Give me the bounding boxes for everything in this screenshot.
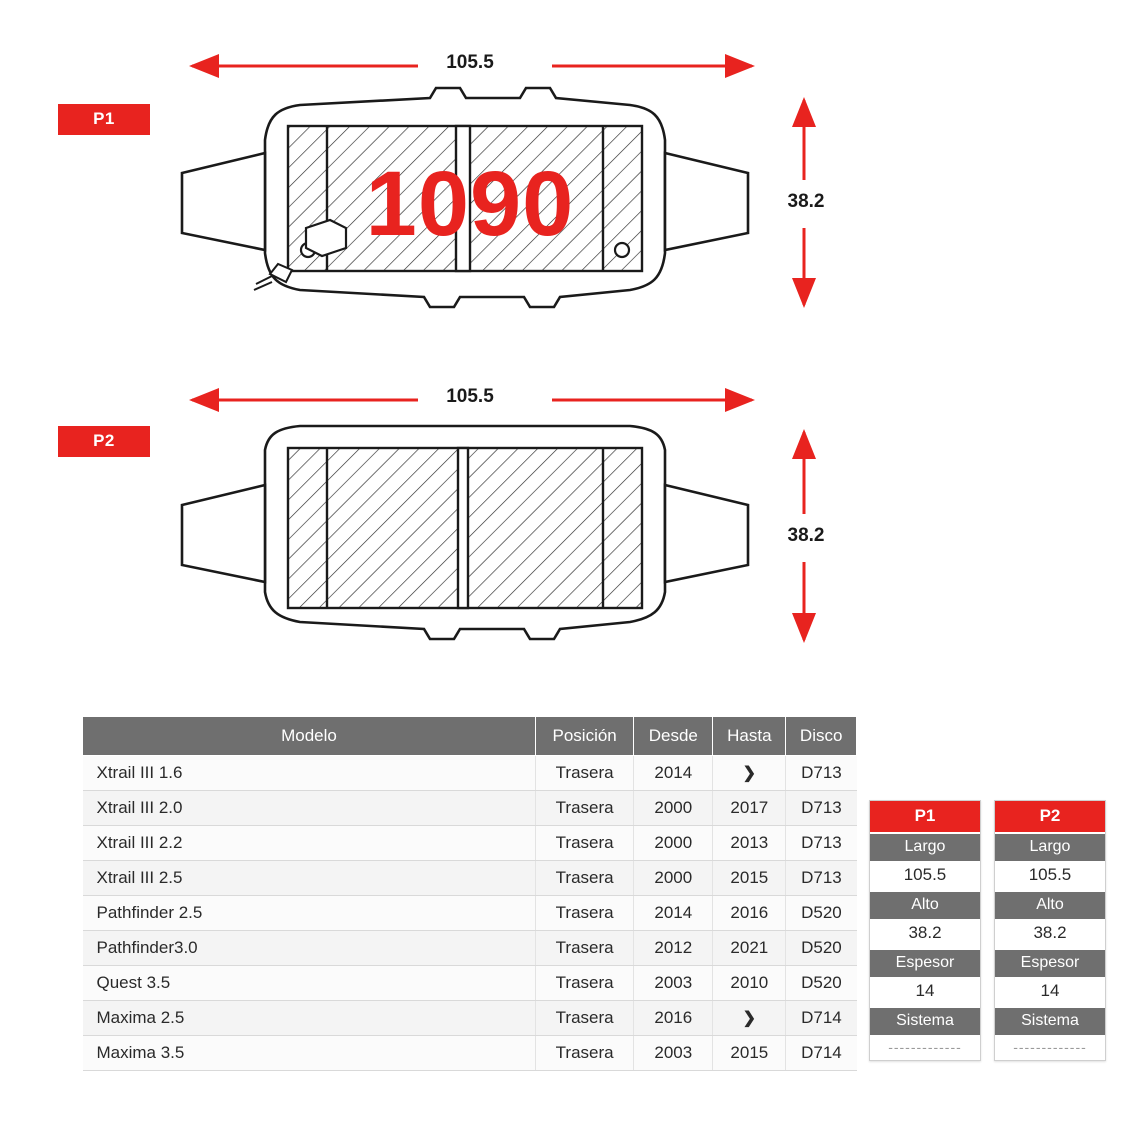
spec-key-alto: Alto bbox=[995, 890, 1105, 919]
cell-disco: D713 bbox=[786, 861, 857, 896]
cell-modelo: Quest 3.5 bbox=[83, 966, 536, 1001]
cell-desde: 2000 bbox=[634, 791, 713, 826]
column-header-desde: Desde bbox=[634, 717, 713, 756]
spec-key-sistema: Sistema bbox=[870, 1006, 980, 1035]
spec-key-largo: Largo bbox=[870, 832, 980, 861]
column-header-modelo: Modelo bbox=[83, 717, 536, 756]
cell-desde: 2003 bbox=[634, 966, 713, 1001]
cell-desde: 2003 bbox=[634, 1036, 713, 1071]
cell-desde: 2014 bbox=[634, 756, 713, 791]
cell-desde: 2014 bbox=[634, 896, 713, 931]
cell-posicion: Trasera bbox=[536, 966, 634, 1001]
cell-modelo: Maxima 3.5 bbox=[83, 1036, 536, 1071]
cell-disco: D520 bbox=[786, 966, 857, 1001]
cell-hasta: ❯ bbox=[713, 1001, 786, 1036]
cell-posicion: Trasera bbox=[536, 1036, 634, 1071]
cell-posicion: Trasera bbox=[536, 931, 634, 966]
cell-modelo: Xtrail III 1.6 bbox=[83, 756, 536, 791]
brake-pad-drawing-p2 bbox=[160, 410, 770, 660]
spec-title-p1: P1 bbox=[870, 801, 980, 832]
table-row bbox=[83, 826, 857, 861]
spec-value-espesor: 14 bbox=[870, 977, 980, 1006]
cell-desde: 2012 bbox=[634, 931, 713, 966]
cell-hasta: 2016 bbox=[713, 896, 786, 931]
pad-tag-p1: P1 bbox=[58, 104, 150, 135]
cell-hasta: 2015 bbox=[713, 1036, 786, 1071]
cell-modelo: Xtrail III 2.0 bbox=[83, 791, 536, 826]
table-row bbox=[83, 966, 857, 1001]
spec-value-largo: 105.5 bbox=[995, 861, 1105, 890]
spec-value-largo: 105.5 bbox=[870, 861, 980, 890]
spec-key-alto: Alto bbox=[870, 890, 980, 919]
spec-key-espesor: Espesor bbox=[995, 948, 1105, 977]
cell-disco: D714 bbox=[786, 1001, 857, 1036]
cell-posicion: Trasera bbox=[536, 791, 634, 826]
spec-value-alto: 38.2 bbox=[995, 919, 1105, 948]
cell-disco: D713 bbox=[786, 756, 857, 791]
cell-hasta: 2010 bbox=[713, 966, 786, 1001]
column-header-hasta: Hasta bbox=[713, 717, 786, 756]
spec-key-espesor: Espesor bbox=[870, 948, 980, 977]
table-header-row bbox=[83, 717, 857, 756]
cell-disco: D714 bbox=[786, 1036, 857, 1071]
cell-disco: D520 bbox=[786, 931, 857, 966]
pad-tag-p2: P2 bbox=[58, 426, 150, 457]
spec-title-p2: P2 bbox=[995, 801, 1105, 832]
table-row bbox=[83, 791, 857, 826]
cell-posicion: Trasera bbox=[536, 896, 634, 931]
cell-disco: D713 bbox=[786, 826, 857, 861]
cell-desde: 2000 bbox=[634, 826, 713, 861]
spec-box-p2 bbox=[994, 800, 1106, 1061]
cell-hasta: 2017 bbox=[713, 791, 786, 826]
cell-hasta: ❯ bbox=[713, 756, 786, 791]
table-row bbox=[83, 1001, 857, 1036]
cell-posicion: Trasera bbox=[536, 756, 634, 791]
dimension-width-p1: 105.5 bbox=[446, 52, 494, 73]
cell-modelo: Pathfinder 2.5 bbox=[83, 896, 536, 931]
fitment-table bbox=[82, 716, 857, 1071]
column-header-disco: Disco bbox=[786, 717, 857, 756]
spec-value-alto: 38.2 bbox=[870, 919, 980, 948]
dimension-height-p2: 38.2 bbox=[787, 525, 825, 546]
cell-hasta: 2013 bbox=[713, 826, 786, 861]
table-row bbox=[83, 861, 857, 896]
table-row bbox=[83, 756, 857, 791]
spec-key-largo: Largo bbox=[995, 832, 1105, 861]
dimension-height-p1: 38.2 bbox=[787, 191, 825, 212]
cell-modelo: Pathfinder3.0 bbox=[83, 931, 536, 966]
spec-value-espesor: 14 bbox=[995, 977, 1105, 1006]
spec-box-p1 bbox=[869, 800, 981, 1061]
spec-value-sistema: ------------- bbox=[995, 1035, 1105, 1060]
cell-hasta: 2015 bbox=[713, 861, 786, 896]
cell-desde: 2016 bbox=[634, 1001, 713, 1036]
cell-modelo: Xtrail III 2.5 bbox=[83, 861, 536, 896]
cell-disco: D520 bbox=[786, 896, 857, 931]
cell-hasta: 2021 bbox=[713, 931, 786, 966]
cell-posicion: Trasera bbox=[536, 826, 634, 861]
cell-modelo: Maxima 2.5 bbox=[83, 1001, 536, 1036]
spec-key-sistema: Sistema bbox=[995, 1006, 1105, 1035]
table-row bbox=[83, 1036, 857, 1071]
cell-posicion: Trasera bbox=[536, 1001, 634, 1036]
cell-posicion: Trasera bbox=[536, 861, 634, 896]
column-header-posicion: Posición bbox=[536, 717, 634, 756]
cell-modelo: Xtrail III 2.2 bbox=[83, 826, 536, 861]
pad-reference-code: 1090 bbox=[365, 153, 575, 255]
cell-disco: D713 bbox=[786, 791, 857, 826]
table-row bbox=[83, 896, 857, 931]
dimension-width-p2: 105.5 bbox=[446, 386, 494, 407]
table-row bbox=[83, 931, 857, 966]
spec-value-sistema: ------------- bbox=[870, 1035, 980, 1060]
cell-desde: 2000 bbox=[634, 861, 713, 896]
